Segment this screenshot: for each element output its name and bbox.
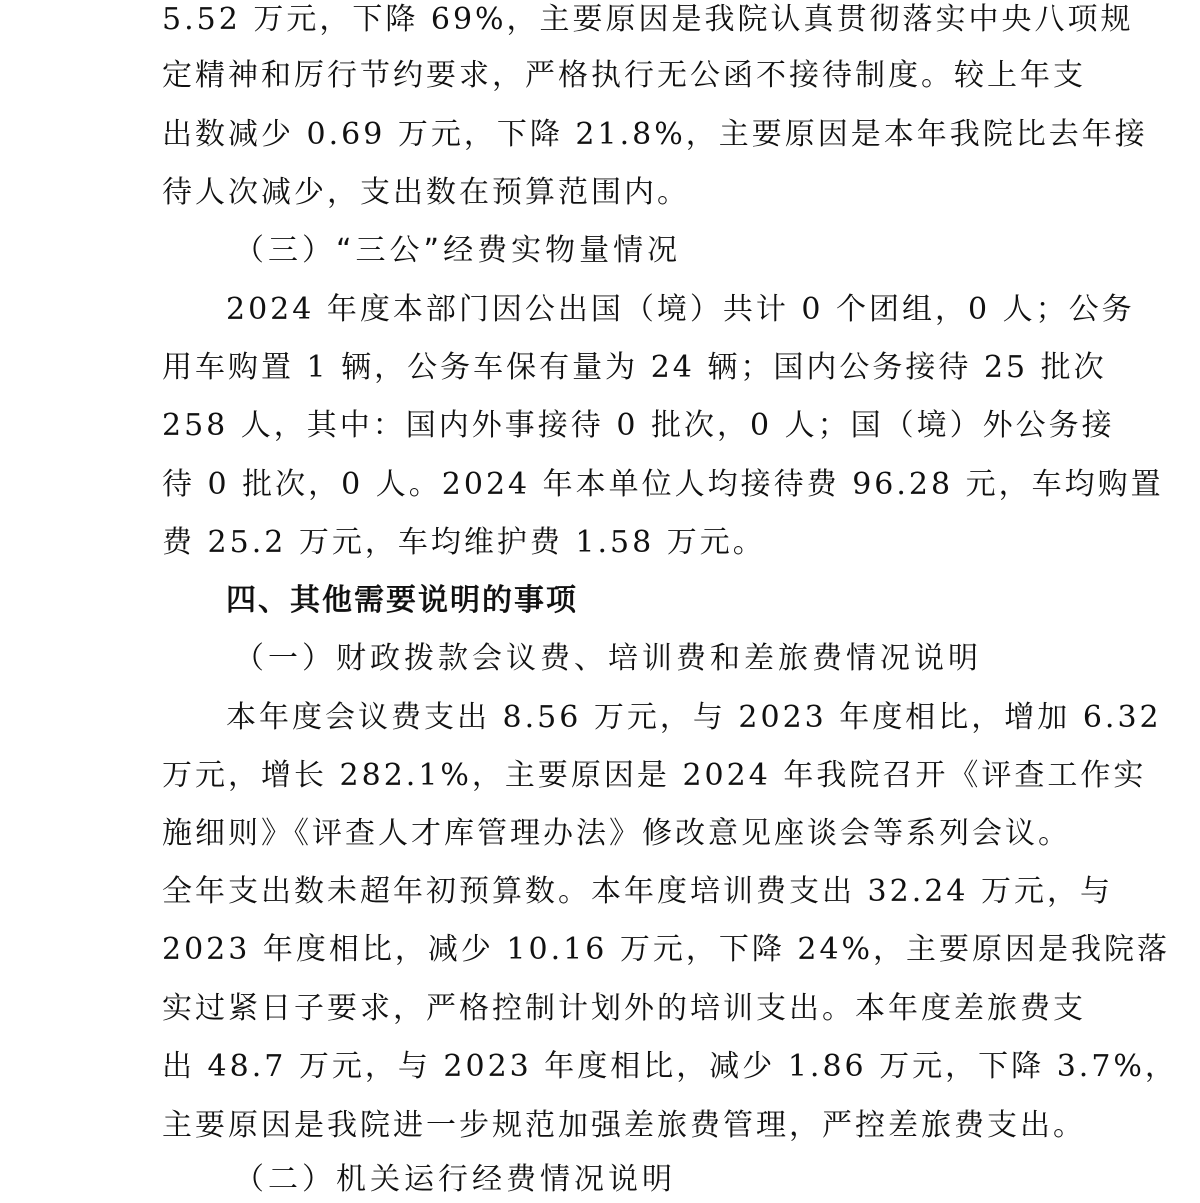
paragraph-line: 实过紧日子要求，严格控制计划外的培训支出。本年度差旅费支 — [162, 991, 1086, 1026]
section-subheading: （二）机关运行经费情况说明 — [234, 1162, 676, 1197]
section-heading: 四、其他需要说明的事项 — [226, 583, 578, 618]
paragraph-line: 主要原因是我院进一步规范加强差旅费管理，严控差旅费支出。 — [162, 1108, 1086, 1143]
paragraph-line: 出 48.7 万元，与 2023 年度相比，减少 1.86 万元，下降 3.7%， — [162, 1049, 1178, 1084]
paragraph-line: 用车购置 1 辆，公务车保有量为 24 辆；国内公务接待 25 批次 — [162, 350, 1107, 385]
paragraph-line: 费 25.2 万元，车均维护费 1.58 万元。 — [162, 525, 766, 560]
paragraph-line: 出数减少 0.69 万元，下降 21.8%，主要原因是本年我院比去年接 — [162, 117, 1148, 152]
paragraph-line: 定精神和厉行节约要求，严格执行无公函不接待制度。较上年支 — [162, 58, 1086, 93]
paragraph-line: 施细则》《评查人才库管理办法》修改意见座谈会等系列会议。 — [162, 816, 1071, 851]
paragraph-line: 258 人，其中：国内外事接待 0 批次，0 人；国（境）外公务接 — [162, 408, 1115, 443]
paragraph-line: 全年支出数未超年初预算数。本年度培训费支出 32.24 万元，与 — [162, 874, 1113, 909]
paragraph-line: 待人次减少，支出数在预算范围内。 — [162, 175, 690, 210]
paragraph-line: 2024 年度本部门因公出国（境）共计 0 个团组，0 人；公务 — [226, 292, 1135, 327]
paragraph-line: 万元，增长 282.1%，主要原因是 2024 年我院召开《评查工作实 — [162, 758, 1147, 793]
section-subheading: （三）“三公”经费实物量情况 — [234, 233, 682, 268]
section-subheading: （一）财政拨款会议费、培训费和差旅费情况说明 — [234, 641, 982, 676]
paragraph-line: 5.52 万元，下降 69%，主要原因是我院认真贯彻落实中央八项规 — [162, 2, 1134, 37]
paragraph-line: 待 0 批次，0 人。2024 年本单位人均接待费 96.28 元，车均购置 — [162, 467, 1164, 502]
paragraph-line: 2023 年度相比，减少 10.16 万元，下降 24%，主要原因是我院落 — [162, 932, 1171, 967]
paragraph-line: 本年度会议费支出 8.56 万元，与 2023 年度相比，增加 6.32 — [226, 700, 1162, 735]
